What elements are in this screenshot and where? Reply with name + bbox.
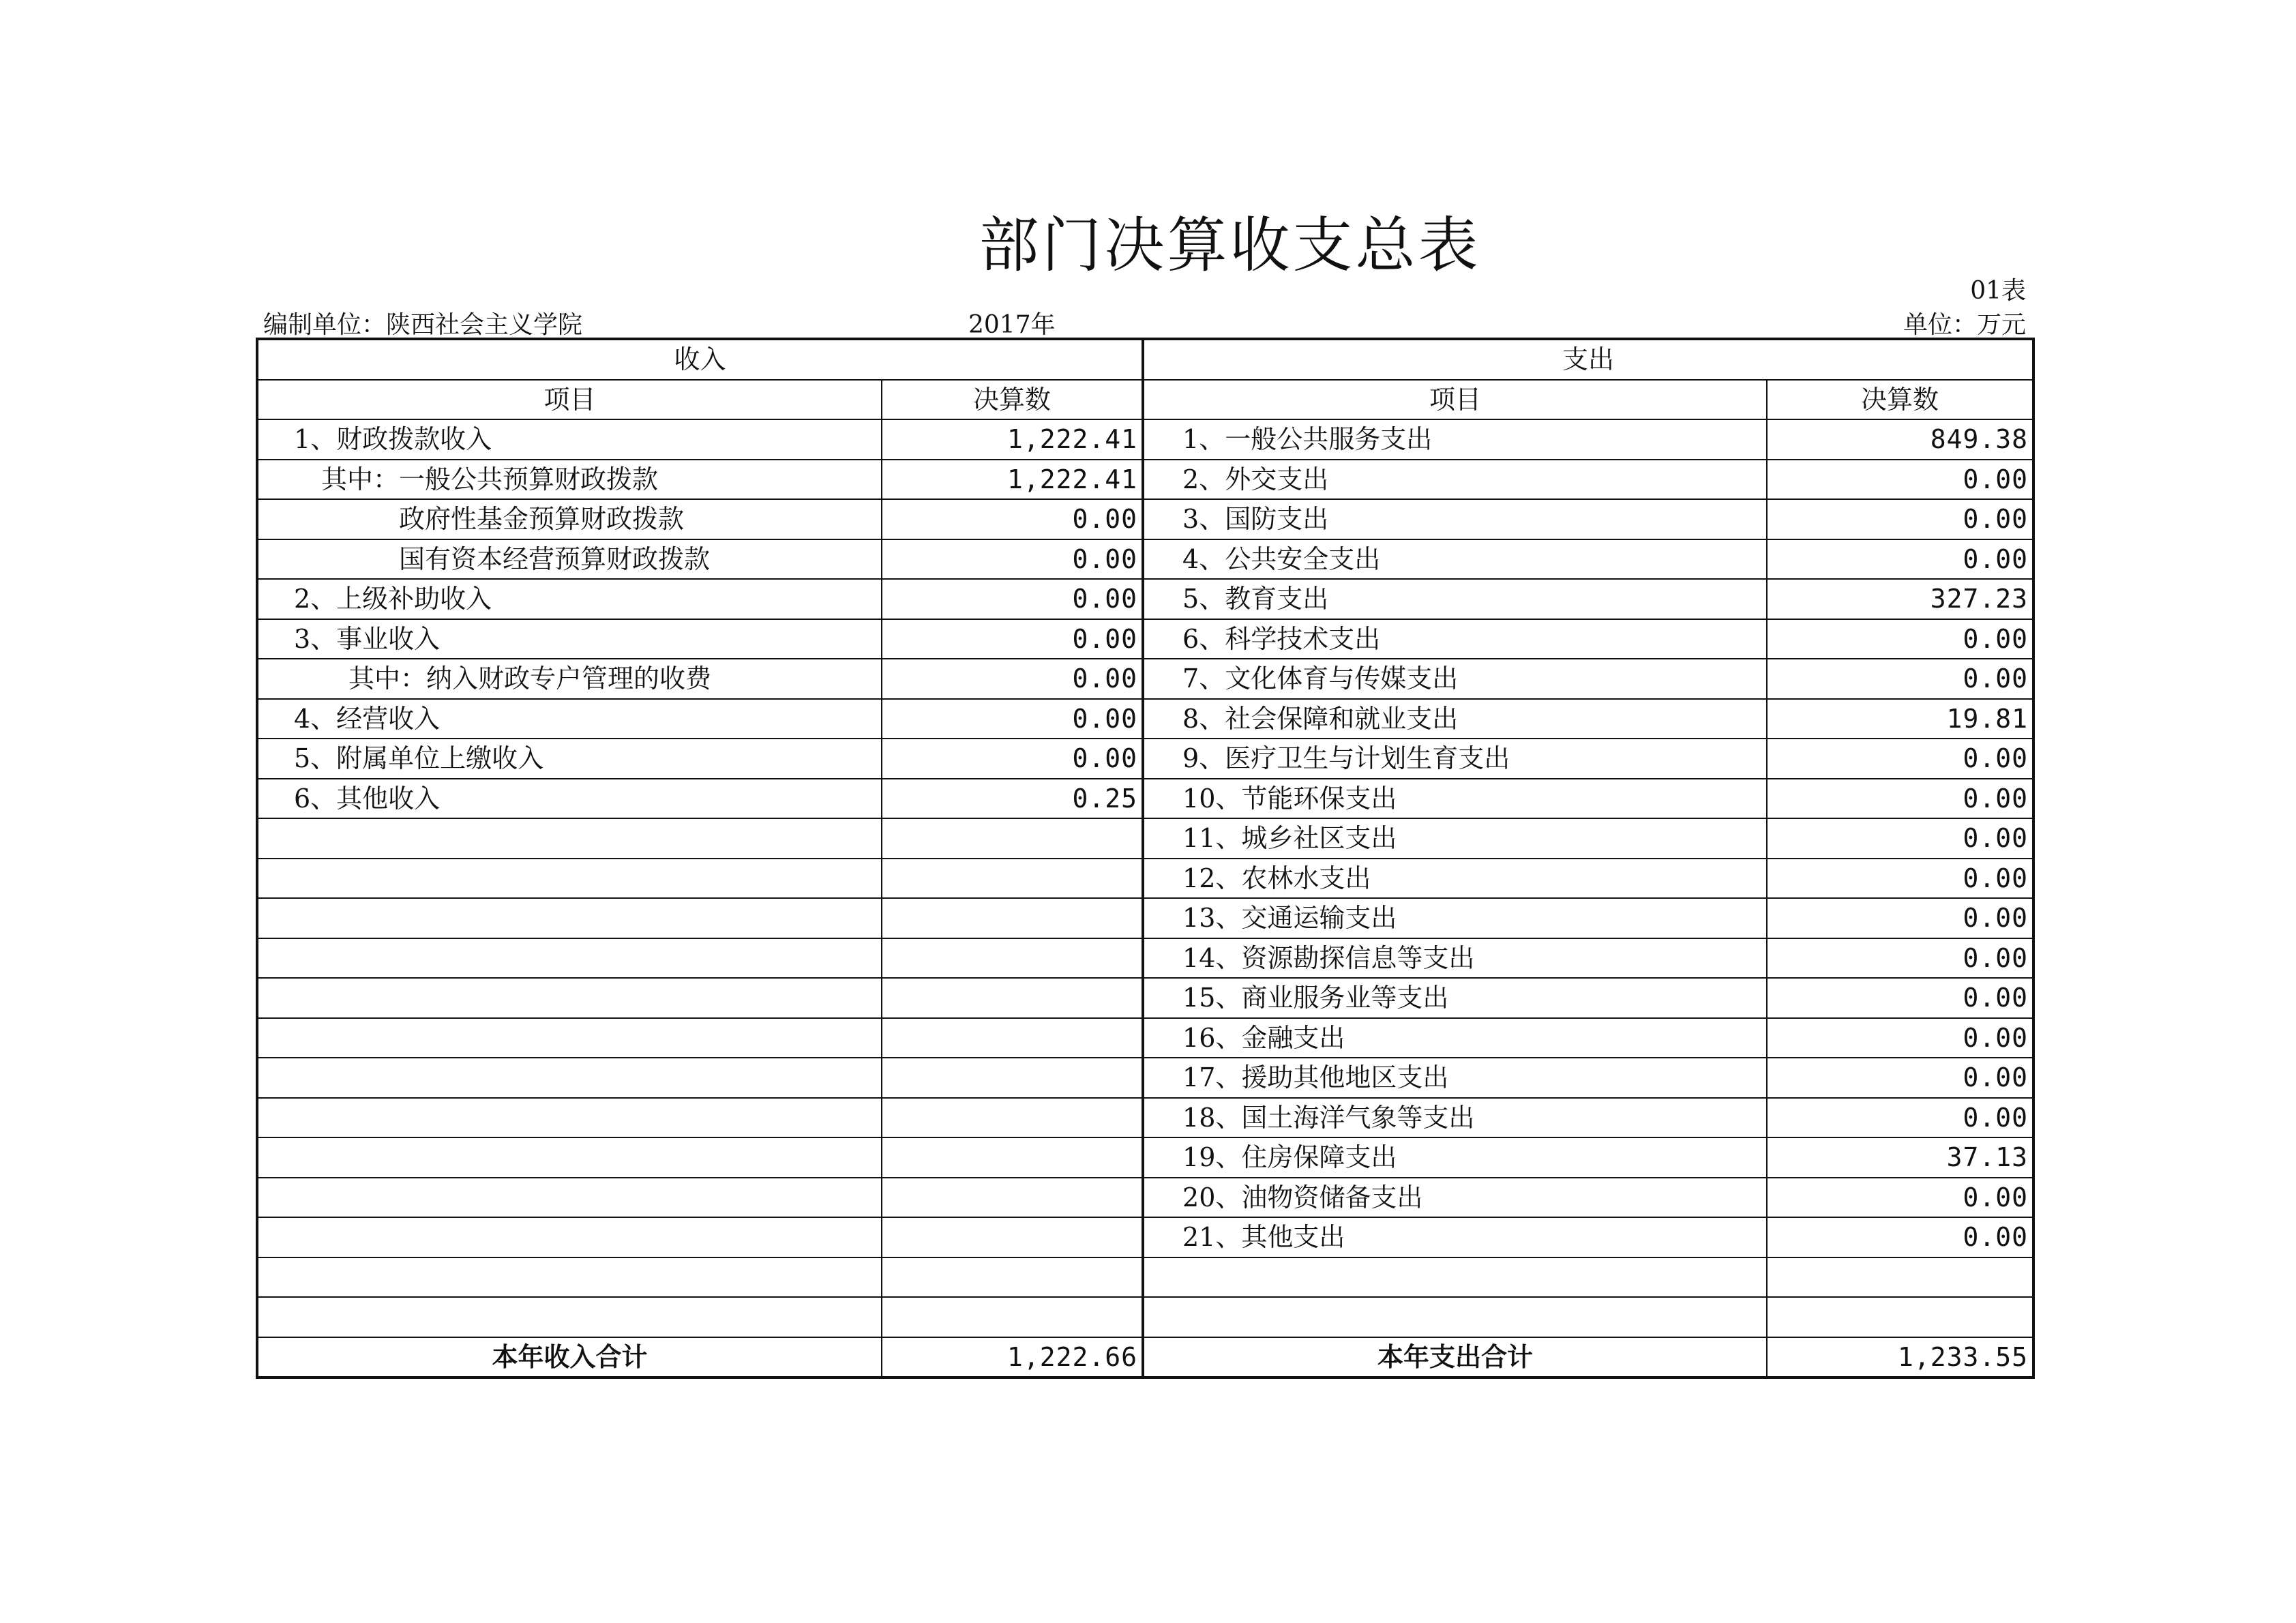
income-item-cell <box>257 1178 882 1218</box>
section-header-row <box>257 339 2033 380</box>
expense-amount-cell <box>1767 1297 2033 1337</box>
expense-total-label: 本年支出合计 <box>1143 1337 1767 1378</box>
table-number: 01表 <box>1970 277 2026 305</box>
table-row <box>257 499 2033 539</box>
expense-item-cell: 12、农林水支出 <box>1143 859 1767 899</box>
income-amount-cell <box>882 1058 1143 1098</box>
table-row <box>257 539 2033 580</box>
expense-amount-cell: 0.00 <box>1767 1217 2033 1257</box>
table-row <box>257 1297 2033 1337</box>
expense-amount-cell: 0.00 <box>1767 818 2033 859</box>
expense-amount-cell: 37.13 <box>1767 1137 2033 1178</box>
expense-amount-cell: 0.00 <box>1767 1178 2033 1218</box>
table-row <box>257 1058 2033 1098</box>
income-amount-cell: 0.25 <box>882 779 1143 819</box>
income-amount-cell <box>882 1137 1143 1178</box>
income-amount-cell <box>882 978 1143 1018</box>
income-amount-cell <box>882 1178 1143 1218</box>
expense-item-cell: 4、公共安全支出 <box>1143 539 1767 580</box>
expense-amount-cell: 0.00 <box>1767 1018 2033 1058</box>
table-row <box>257 859 2033 899</box>
income-item-cell: 1、财政拨款收入 <box>257 419 882 460</box>
report-title: 部门决算收支总表 <box>979 210 1481 280</box>
expense-amount-cell: 0.00 <box>1767 499 2033 539</box>
table-row <box>257 659 2033 699</box>
income-amount-cell: 0.00 <box>882 699 1143 739</box>
totals-row <box>257 1337 2033 1378</box>
expense-item-cell: 19、住房保障支出 <box>1143 1137 1767 1178</box>
income-amount-cell <box>882 1297 1143 1337</box>
income-total-label: 本年收入合计 <box>257 1337 882 1378</box>
report-year: 2017年 <box>968 311 1056 339</box>
table-row <box>257 1257 2033 1298</box>
income-item-cell <box>257 898 882 938</box>
expense-amount-cell: 0.00 <box>1767 1058 2033 1098</box>
expense-item-cell <box>1143 1297 1767 1337</box>
table-row <box>257 419 2033 460</box>
income-amount-cell: 0.00 <box>882 499 1143 539</box>
income-item-cell: 其中：一般公共预算财政拨款 <box>257 460 882 500</box>
currency-unit: 单位：万元 <box>1903 311 2026 339</box>
expense-amount-header: 决算数 <box>1767 380 2033 420</box>
expense-item-cell: 9、医疗卫生与计划生育支出 <box>1143 739 1767 779</box>
income-amount-cell: 0.00 <box>882 659 1143 699</box>
expense-item-cell: 7、文化体育与传媒支出 <box>1143 659 1767 699</box>
expense-amount-cell: 0.00 <box>1767 898 2033 938</box>
income-amount-cell <box>882 859 1143 899</box>
table-row <box>257 898 2033 938</box>
expense-item-cell: 3、国防支出 <box>1143 499 1767 539</box>
income-expense-table <box>256 338 2035 1379</box>
income-amount-cell: 0.00 <box>882 619 1143 659</box>
expense-amount-cell: 0.00 <box>1767 978 2033 1018</box>
income-amount-header: 决算数 <box>882 380 1143 420</box>
income-item-cell <box>257 859 882 899</box>
income-item-cell: 国有资本经营预算财政拨款 <box>257 539 882 580</box>
income-item-cell <box>257 1137 882 1178</box>
income-amount-cell: 0.00 <box>882 579 1143 619</box>
expense-item-cell <box>1143 1257 1767 1298</box>
income-amount-cell: 1,222.41 <box>882 460 1143 500</box>
table-row <box>257 739 2033 779</box>
table-row <box>257 699 2033 739</box>
expense-amount-cell: 0.00 <box>1767 938 2033 979</box>
income-item-cell <box>257 818 882 859</box>
expense-item-cell: 16、金融支出 <box>1143 1018 1767 1058</box>
expense-amount-cell: 0.00 <box>1767 460 2033 500</box>
income-item-cell: 政府性基金预算财政拨款 <box>257 499 882 539</box>
expense-item-cell: 13、交通运输支出 <box>1143 898 1767 938</box>
expense-amount-cell: 0.00 <box>1767 739 2033 779</box>
expense-amount-cell: 0.00 <box>1767 659 2033 699</box>
income-item-cell: 其中：纳入财政专户管理的收费 <box>257 659 882 699</box>
income-amount-cell: 1,222.41 <box>882 419 1143 460</box>
income-item-cell <box>257 1257 882 1298</box>
income-amount-cell <box>882 1018 1143 1058</box>
expense-amount-cell: 0.00 <box>1767 779 2033 819</box>
table-row <box>257 1137 2033 1178</box>
income-item-cell <box>257 1018 882 1058</box>
income-amount-cell <box>882 818 1143 859</box>
expense-item-cell: 15、商业服务业等支出 <box>1143 978 1767 1018</box>
expense-item-cell: 5、教育支出 <box>1143 579 1767 619</box>
column-header-row <box>257 380 2033 420</box>
table-row <box>257 779 2033 819</box>
expense-item-cell: 8、社会保障和就业支出 <box>1143 699 1767 739</box>
table-row <box>257 818 2033 859</box>
expense-amount-cell: 0.00 <box>1767 619 2033 659</box>
income-amount-cell <box>882 938 1143 979</box>
income-amount-cell <box>882 1217 1143 1257</box>
expense-amount-cell: 0.00 <box>1767 539 2033 580</box>
income-amount-cell <box>882 898 1143 938</box>
table-row <box>257 1217 2033 1257</box>
expense-item-cell: 10、节能环保支出 <box>1143 779 1767 819</box>
expense-amount-cell: 19.81 <box>1767 699 2033 739</box>
income-item-cell <box>257 938 882 979</box>
expense-item-header: 项目 <box>1143 380 1767 420</box>
expense-item-cell: 17、援助其他地区支出 <box>1143 1058 1767 1098</box>
income-amount-cell <box>882 1257 1143 1298</box>
table-row <box>257 1018 2033 1058</box>
income-item-cell <box>257 1297 882 1337</box>
income-item-cell: 6、其他收入 <box>257 779 882 819</box>
income-item-header: 项目 <box>257 380 882 420</box>
expense-amount-cell: 849.38 <box>1767 419 2033 460</box>
expense-item-cell: 2、外交支出 <box>1143 460 1767 500</box>
income-amount-cell: 0.00 <box>882 739 1143 779</box>
expense-amount-cell <box>1767 1257 2033 1298</box>
expense-item-cell: 6、科学技术支出 <box>1143 619 1767 659</box>
table-row <box>257 938 2033 979</box>
expense-total-value: 1,233.55 <box>1767 1337 2033 1378</box>
income-item-cell: 3、事业收入 <box>257 619 882 659</box>
income-item-cell <box>257 978 882 1018</box>
expense-item-cell: 11、城乡社区支出 <box>1143 818 1767 859</box>
income-total-value: 1,222.66 <box>882 1337 1143 1378</box>
income-item-cell: 2、上级补助收入 <box>257 579 882 619</box>
expense-item-cell: 18、国土海洋气象等支出 <box>1143 1098 1767 1138</box>
expense-amount-cell: 0.00 <box>1767 1098 2033 1138</box>
income-item-cell: 5、附属单位上缴收入 <box>257 739 882 779</box>
income-section-header: 收入 <box>257 339 1143 380</box>
table-row <box>257 978 2033 1018</box>
table-row <box>257 579 2033 619</box>
expense-section-header: 支出 <box>1143 339 2033 380</box>
income-item-cell <box>257 1058 882 1098</box>
table-row <box>257 1098 2033 1138</box>
compiling-unit: 编制单位：陕西社会主义学院 <box>263 311 583 339</box>
expense-item-cell: 21、其他支出 <box>1143 1217 1767 1257</box>
income-item-cell <box>257 1098 882 1138</box>
expense-amount-cell: 327.23 <box>1767 579 2033 619</box>
expense-amount-cell: 0.00 <box>1767 859 2033 899</box>
table-row <box>257 619 2033 659</box>
income-item-cell: 4、经营收入 <box>257 699 882 739</box>
table-row <box>257 1178 2033 1218</box>
income-amount-cell: 0.00 <box>882 539 1143 580</box>
income-amount-cell <box>882 1098 1143 1138</box>
table-row <box>257 460 2033 500</box>
income-item-cell <box>257 1217 882 1257</box>
expense-item-cell: 1、一般公共服务支出 <box>1143 419 1767 460</box>
expense-item-cell: 14、资源勘探信息等支出 <box>1143 938 1767 979</box>
expense-item-cell: 20、油物资储备支出 <box>1143 1178 1767 1218</box>
